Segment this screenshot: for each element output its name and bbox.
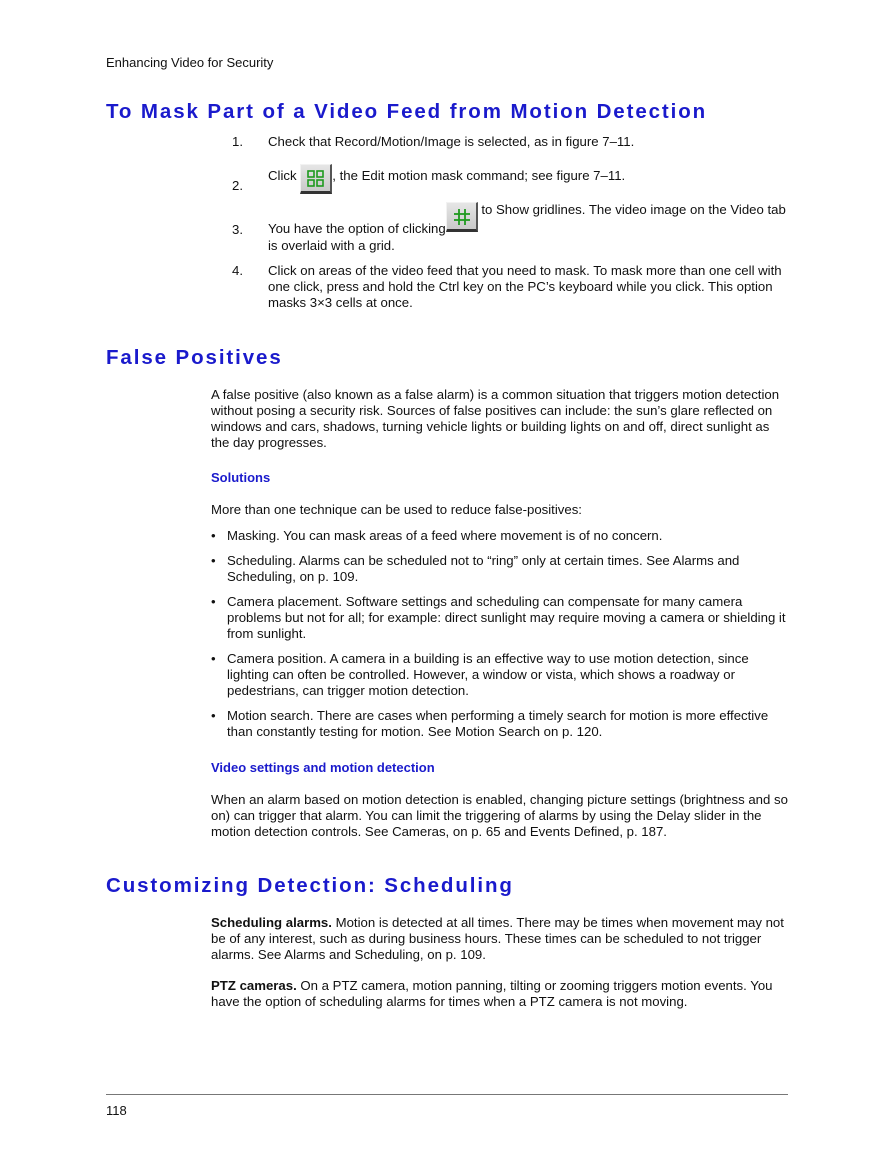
list-item-text: Scheduling. Alarms can be scheduled not to “ring” only at certain times. See Alarms and Scheduling, on p. 109. — [227, 553, 740, 584]
edit-motion-mask-icon — [300, 164, 332, 194]
page-number: 118 — [106, 1103, 127, 1118]
footer-divider — [106, 1094, 788, 1095]
scheduling-alarms-text: Motion is detected at all times. There may be times when movement may not be of any interest, such as during business hours. These times can be scheduled to not trigger alarms. See Alarms and Scheduling, on p. 109. — [211, 915, 784, 962]
running-header: Enhancing Video for Security — [106, 55, 274, 70]
section-heading-mask: To Mask Part of a Video Feed from Motion Detection — [106, 100, 708, 123]
step-text-before: You have the option of clicking — [268, 221, 446, 236]
step-number: 4. — [232, 263, 243, 278]
step-number: 1. — [232, 134, 243, 149]
false-positives-intro: A false positive (also known as a false alarm) is a common situation that triggers motion detection without posing a security risk. Sources of false positives can include: the sun’s glare reflected on windows and cars, shadows, turning vehicle lights or building lights on and off, direct sunlight as the day progresses. — [211, 387, 780, 450]
ptz-cameras-label: PTZ cameras. — [211, 978, 297, 993]
section-heading-scheduling: Customizing Detection: Scheduling — [106, 874, 514, 897]
step-text — [268, 158, 790, 194]
scheduling-alarms-label: Scheduling alarms. — [211, 915, 332, 930]
solutions-intro: More than one technique can be used to reduce false-positives: — [211, 502, 582, 517]
step-number: 3. — [232, 222, 243, 237]
bullet-glyph: • — [211, 594, 216, 609]
subheading-solutions: Solutions — [211, 470, 271, 485]
list-item-text: Motion search. There are cases when performing a timely search for motion is more effective than constantly testing for motion. See Motion Search on p. 120. — [227, 708, 769, 739]
show-gridlines-icon — [446, 202, 478, 232]
list-item-text: Camera placement. Software settings and scheduling can compensate for many camera problems but not for all; for example: direct sunlight may require moving a camera or shielding it from sunlight. — [227, 594, 786, 641]
bullet-glyph: • — [211, 708, 216, 723]
step-text-after: to Show gridlines. The video image on the Video tab is overlaid with a grid. — [268, 202, 786, 253]
bullet-glyph: • — [211, 651, 216, 666]
step-text: Check that Record/Motion/Image is selected, as in figure 7–11. — [268, 134, 635, 149]
ptz-cameras-text: On a PTZ camera, motion panning, tilting or zooming triggers motion events. You have the option of scheduling alarms for times when a PTZ camera is not moving. — [211, 978, 773, 1009]
bullet-glyph: • — [211, 528, 216, 543]
video-settings-text: When an alarm based on motion detection is enabled, changing picture settings (brightness and so on) can trigger that alarm. You can limit the triggering of alarms by using the Delay slider in the motion detection controls. See Cameras, on p. 65 and Events Defined, p. 187. — [211, 792, 788, 839]
scheduling-alarms-paragraph — [211, 915, 791, 963]
list-item-text: Masking. You can mask areas of a feed where movement is of no concern. — [227, 528, 663, 543]
step-text-after: , the Edit motion mask command; see figure 7–11. — [332, 168, 626, 183]
step-text: Click on areas of the video feed that you need to mask. To mask more than one cell with one click, press and hold the Ctrl key on the PC’s keyboard while you click. This option masks 3×3 cells at once. — [268, 263, 782, 310]
subheading-video-settings: Video settings and motion detection — [211, 760, 435, 775]
bullet-glyph: • — [211, 553, 216, 568]
list-item-text: Camera position. A camera in a building is an effective way to use motion detection, since lighting can often be controlled. However, a window or vista, which shows a roadway or pedestrians, can trigger motion detection. — [227, 651, 749, 698]
section-heading-false-positives: False Positives — [106, 346, 283, 369]
ptz-cameras-paragraph — [211, 978, 791, 1010]
step-text — [268, 202, 790, 254]
step-number: 2. — [232, 178, 243, 193]
step-text-before: Click — [268, 168, 301, 183]
